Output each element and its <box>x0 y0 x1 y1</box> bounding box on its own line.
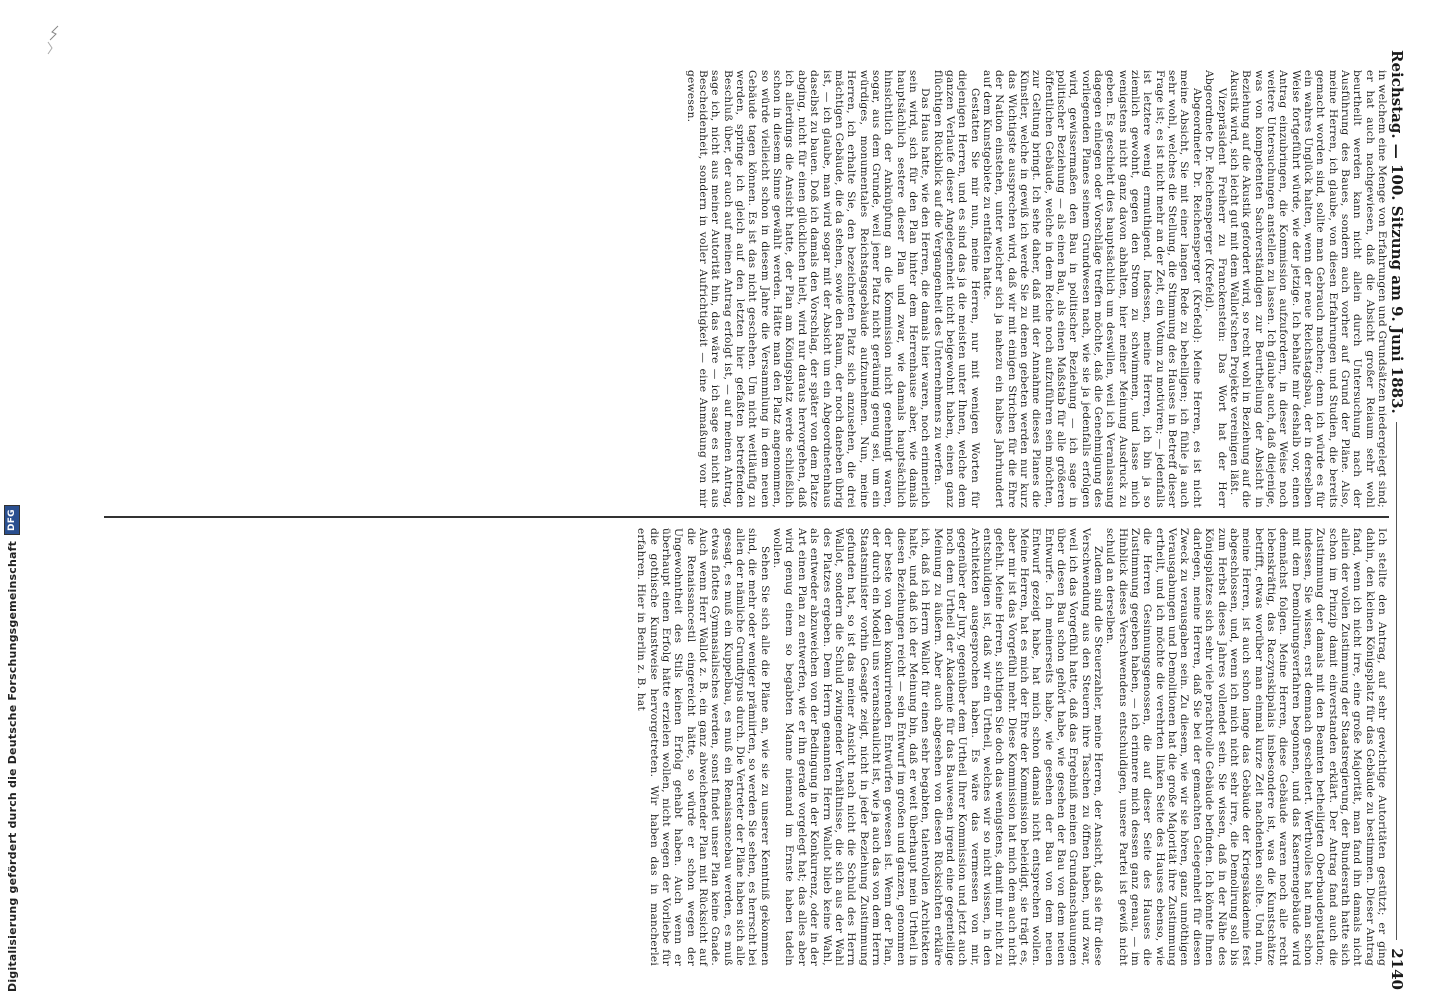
digitization-credit <box>2 12 22 992</box>
dfg-logo: DFG <box>4 505 20 535</box>
header-rule <box>1397 422 1398 941</box>
paragraph: Vizepräsident Freiherr zu Franckenstein: Das Wort hat der Herr Abgeordnete Dr. Reichensperger (Krefeld). <box>1203 70 1228 508</box>
paragraph: in welchem eine Menge von Erfahrungen und Grundsätzen niedergelegt sind; er hat auch nachgewiesen, daß die Absicht großer Reiaum sehr wohl beurtheilt werden kann nicht allein durch Untersuchung nach der Ausführung des Baues, sondern auch vorher auf Grund der Pläne. Also, meine Herren, ich glaube, von diesen Erfahrungen und Studien, die bereits gemacht worden sind, sollte man Gebrauch machen; denn ich würde es für ein wahres Unglück halten, wenn der neue Reichstagsbau, der in derselben Weise fortgeführt würde, wie der jetzige. Ich behalte mir deshalb vor, einen Antrag einzubringen, die Kommission aufzufordern, in dieser Weise noch weitere Untersuchungen anstellen zu lassen. Ich glaube auch, daß diejenige, was von kompetenten Sachverständigen zur Beurtheilung der Absicht in Beziehung auf die Akustik gefordert wird, so recht wohl in Beziehung auf die Akustik wird, sich leicht gut mit dem Wallot'schen Projekte vereinigen läßt. <box>1227 70 1388 508</box>
text-column-right <box>103 528 1388 966</box>
column-divider <box>104 516 1389 518</box>
credit-text: Digitalisierung gefördert durch die Deutsche Forschungsgemeinschaft <box>5 540 19 992</box>
text-column-left <box>103 70 1388 508</box>
paragraph: Abgeordneter Dr. Reichensperger (Krefeld): Meine Herren, es ist nicht meine Absicht, Sie mit einer langen Rede zu behelligen; ich fühle ja auch sehr wohl, welches die Stellung, die Stimmung des Hauses in Betreff dieser Frage ist; es ist nicht mehr an der Zeit, ein Votum zu motiviren; — jedenfalls ist letztere wenig ermuthigend. Indessen, meine Herren, ich bin ja so ziemlich gewohnt, gegen den Strom zu schwimmen, und lasse mich wenigstens nicht ganz davon abhalten, hier meiner Meinung Ausdruck zu geben. Es geschieht dies hauptsächlich um deswillen, weil ich Veranlassung dagegen einlegen oder Vorschläge treffen möchte, daß die Genehmigung des vorliegenden Planes seinem Grundwesen nach, wie sie ja jedenfalls erfolgen wird, gewissermaßen den Bau in politischer Beziehung — ich sage in politischer Beziehung — als einen Bau, als einen Maßstab für alle größeren öffentlichen Gebäude, welche in dem Reiche noch aufzuführen sein möchten, zur Geltung bringt. Ich sehe daher, daß mit der Annahme dieses Planes die Künstler, welche in gewiß ich werde Sie zu denen gebeten werden nur kurz das Wichtigste aussprechen wird, daß wir mit einigen Strichen für die Ehre der Nation einstehen, unter welcher sich ja nahezu ein halbes Jahrhundert auf dem Kunstgebiete zu entfalten hatte. <box>981 70 1203 508</box>
running-title: Reichstag. — 100. Sitzung am 9. Juni 1883. <box>1388 50 1406 414</box>
paragraph: Das Haus hatte, wie den Herren, die damals hier waren, noch erinnerlich sein wird, sich für den Plan hinter dem Herrenhause aber, wie damals hauptsächlich sestere dieser Plan und zwar, wie damals hauptsächlich hinsichtlich der Anknüpfung an die Kommission nicht genehmigt waren, sogar, aus dem Grunde, weil jener Platz nicht geräumig genug sei, um ein würdiges, monumentales Reichstagsgebäude aufzunehmen. Nun, meine Herren, ich erhalte Sie, den bezeichneten Platz sich anzusehen, die drei mächtigen Gebäude, die da stehen, sowie den Raum, der noch daneben übrig ist, — ich glaube, man wird sogar mit der Absicht um ein Abgeordnetenhaus daselbst zu bauen. Doß ich damals den Vorschlag, der später von dem Platze abging, nicht für einen glücklichen hielt, wird nur daraus hervorgehen, daß ich allerdings die Ansicht hatte, der Plan am Königsplatz werde schließlich schon in diesem Sinne gewählt werden. Hätte man den Platz angenommen, so würde vielleicht schon in diesem Jahre die Versammlung in dem neuen Gebäude tagen können. Es ist das nicht geschehen. Um nicht weitläufig zu werden, springe ich gleich auf den letzten hier gefaßten betreffenden Beschluß über, der auch auf meinen Antrag erfolgt ist, — auf meinen Antrag, sage ich, nicht aus meiner Autorität hin, das wäre — ich sage es nicht aus Bescheidenheit, sondern in voller Aufrichtigkeit — eine Anmaßung von mir gewesen. <box>684 70 932 508</box>
paragraph: Gestatten Sie mir nun, meine Herren, nur mit wenigen Worten für diejenigen Herren, und es sind das ja die meisten unter Ihnen, welche dem ganzen Verlaufe dieser Angelegenheit nicht beigewohnt haben, einen ganz flüchtigen Rückblick auf die Vergangenheit des Unternehmens zu werfen. <box>931 70 981 508</box>
digitization-credit-bar <box>0 0 26 1000</box>
paragraph: Zudem sind die Steuerzahler, meine Herren, der Ansicht, daß sie für diese Verschwendung aus den Steuern ihre Taschen zu öffnen haben, und zwar, weil ich das Vorgefühl hatte, daß das Ergebniß meinen Grundanschauungen über diesen Bau schon gehört habe, wie gesehen der Bau von dem neuen Entwurfe. Ich meinerseits habe, wie gesehen der Bau von dem neuen Entwurf gezeigt habe, hat mich schon damals nicht entsprechen wollen. Meine Herren, hat es mich der Ehre der Kommission beleidigt, sie trägt es, aber mir ist das Vorgefühl mehr. Diese Kommission hat mich dem auch nicht gefehlt. Meine Herren, sichtigen Sie doch das wenigstens, damit mir nicht zu entschuldigen ist, daß wir ein Urtheil, welches wir so nicht wissen, in den Architekten ausgesprochen haben. Es wäre das vermessen von mir, gegenüber der Jury, gegenüber dem Urtheil Ihrer Kommission und jetzt auch noch dem Urtheil der Akademie für das Bauwesen irgend eine gegenteilige Meinung zu äußern. Aber auch abgesehen von diesen Rücksichten erkläre ich, daß ich Herrn Wallot für einen sehr begabten, talentvollen Architekten halte, und daß ich der Meinung bin, daß er weit überhaupt mein Urtheil in diesen Beziehungen reicht — sein Entwurf im großen und ganzen, genommen der beste von den konkurrirenden Entwürfen gewesen ist. Wenn der Plan, der durch ein Modell uns veranschaulicht ist, wie ja auch das von dem Herrn Staatsminister vorhin Gesagte zeigt, nicht in jeder Beziehung Zustimmung gefunden hat, so ist das meiner Ansicht nach nicht die Schuld des Herrn Wallot, sondern die Schuld zwingender Verhältnisse, die sich aus der Wahl des Platzes ergeben. Dem Herrn genannten Herrn Wallot blieb keine Wahl, als entweder abzuweichen von der Bedingung in der Konkurrenz, oder in der Art einen Plan zu entwerfen, wie er ihn gerade vorgelegt hat; das alles aber wird genug einem so begabten Manne niemand im Ernste haben tadeln wollen. <box>771 528 1105 966</box>
scan-mark <box>38 22 68 62</box>
paragraph: Sehen Sie sich alle die Pläne an, wie sie zu unserer Kenntniß gekommen sind, die mehr oder weniger prämiirten, so werden Sie sehen, es herrscht bei allen der nämliche Grundtypus durch. Die Vertreter der Pläne haben sich alle gesagt, es muß ein Kuppelbau, es muß ein Renaissancebau werden, es muß etwas flottes Gymnasialisches werden, sonst findet unser Plan keine Gnade. Auch wenn Herr Wallot z. B. ein ganz abweichender Plan mit Rücksicht auf die Renaissancestil eingereicht hätte, so würde er schon wegen der Ungewohntheit des Stils keinen Erfolg gehabt haben. Auch wenn er überhaupt einen Erfolg hätte erzielen wollen, nicht wegen der Vorliebe für die gothische Kunstweise hervorgetreten. Wir haben das in mancherlei erfahren. Hier in Berlin z. B. hat <box>635 528 771 966</box>
paragraph: Ich stellte den Antrag, auf sehr gewichtige Autoritäten gestützt; er ging dahin, den kleinen Königsplatz für das Gebäude zu bestimmen. Dieser Antrag fand, wenn ich nicht irre, eine große Majorität, man fand ihn damals nicht allein der vollen Zustimmung der Staatsregierung, der Bundesrath hatte sich schon im Prinzip damit einverstanden erklärt. Der Antrag fand auch die Zustimmung der damals mit den Beamten betheiligten Oberbaudeputation; indessen, Sie wissen, erst demnach gescheitert. Werthvolles hat man schon mit dem Demolirungsverfahren begonnen, und das Kasernengebäude wird demnächst folgen. Meine Herren, diese Gebäude waren noch alle recht lebenskräftig, das Raczynskipalais insbesondere ist, was die Kunstschätze betrifft, etwas worüber man einmal kurze Zeit nachdenken sollte. Und nun, meine Herren, ist auch schon lange das Gebäude der Kriegsakademie fest abgeschlossen, und, wenn ich mich nicht sehr irre, die Demolirung soll bis zum Herbst dieses Jahres vollendet sein. Sie wissen, daß in der Nähe des Königsplatzes sich sehr viele prachtvolle Gebäude befinden. Ich könnte Ihnen darlegen, meine Herren, daß Sie bei der gemachten Gelegenheit für diesen Zweck zu verausgaben sein. Zu diesem, wie wir sie hören, ganz unnöthigen Verausgabungen und Demolitionen hat die große Majorität ihre Zustimmung ertheilt, und ich möchte die verehrten linken Seite des Hauses ebenso, wie die Herren Gesinnungsgenossen, die auf dieser Seite des Hauses die Zustimmung gegeben haben, — ich erinnere mich dessen ganz genau, — im Hinblick dieses Verschwendens entschuldigen, unsere Partei ist gewiß nicht schuld an derselben. <box>1104 528 1388 966</box>
page-number: 2140 <box>1388 948 1406 990</box>
